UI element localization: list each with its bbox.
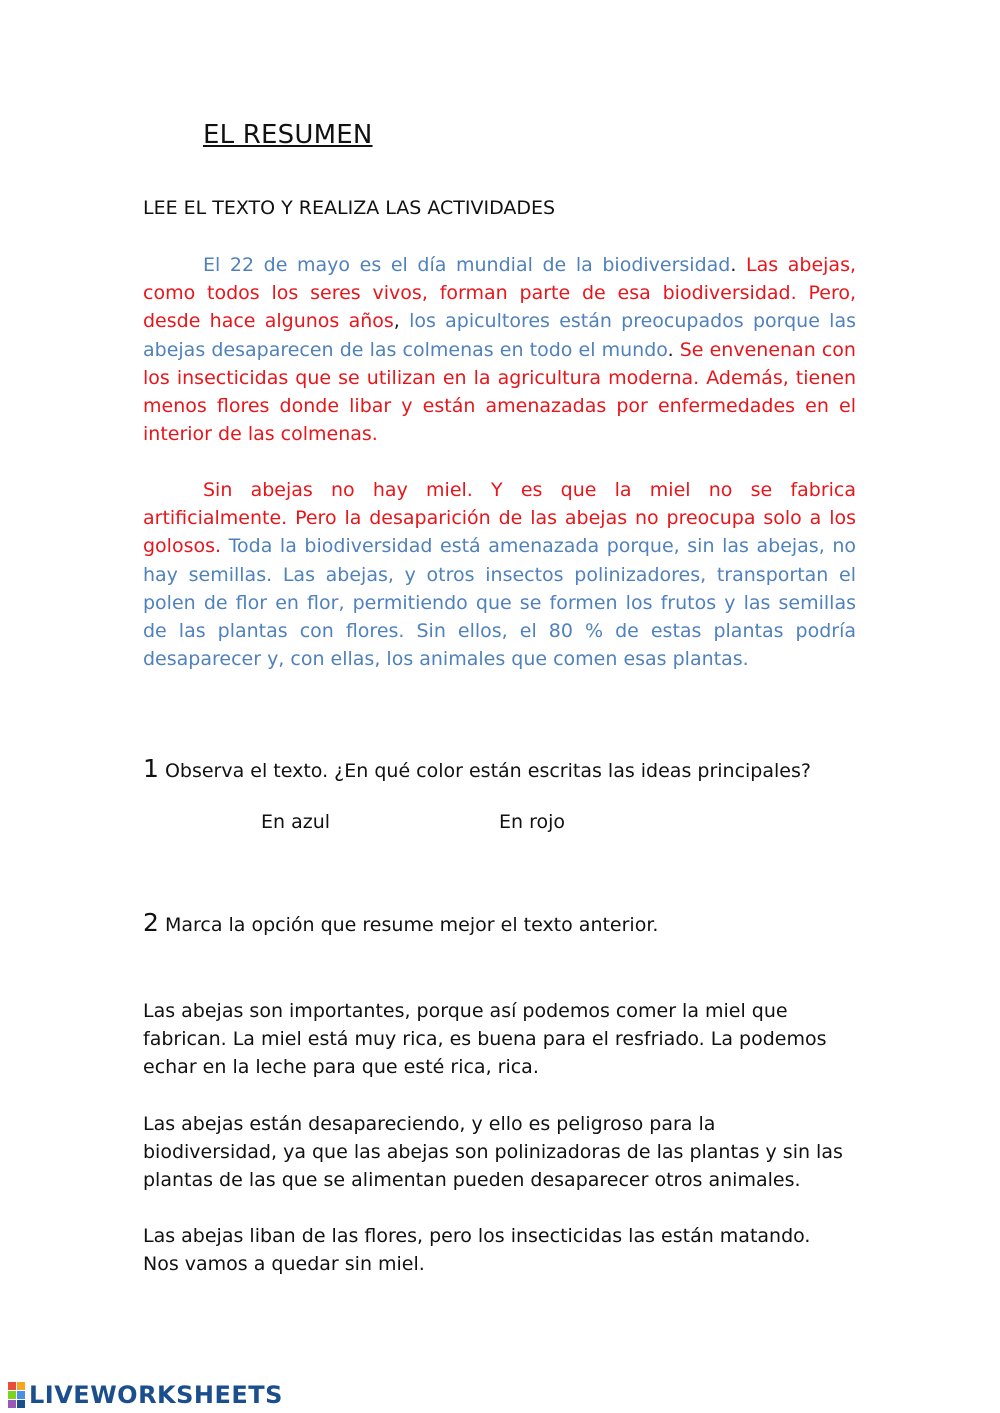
summary-choice-3[interactable]: Las abejas liban de las flores, pero los insecticidas las están matando. Nos vamos a quedar sin miel.	[143, 1225, 811, 1276]
text-run-red: Las abejas, como todos los seres vivos, forman parte de esa biodiversidad. Pero, desde hace algunos años	[143, 254, 857, 333]
logo-block	[8, 1400, 16, 1408]
text-run-black: .	[730, 254, 747, 276]
logo-block	[17, 1391, 25, 1399]
summary-choice-2[interactable]: Las abejas están desapareciendo, y ello es peligroso para la biodiversidad, ya que las abejas son polinizadoras de las plantas y sin las plantas de las que se alimentan pueden desaparecer otros animales.	[143, 1113, 843, 1192]
option-en-rojo[interactable]: En rojo	[499, 811, 566, 833]
reading-paragraph-1	[143, 251, 856, 448]
text-run-blue: Toda la biodiversidad está amenazada porque, sin las abejas, no hay semillas. Las abejas, y otros insectos polinizadores, transportan el polen de flor en flor, permitiendo que se formen los frutos y las semillas de las plantas con flores. Sin ellos, el 80 % de estas plantas podría desaparecer y, con ellas, los animales que comen esas plantas.	[143, 535, 856, 671]
question-text: Observa el texto. ¿En qué color están escritas las ideas principales?	[158, 760, 811, 782]
liveworksheets-logo	[8, 1381, 283, 1409]
question-number: 1	[143, 754, 159, 783]
option-en-azul[interactable]: En azul	[261, 811, 331, 833]
text-run-black: .	[667, 338, 680, 361]
logo-block	[17, 1382, 25, 1390]
page-title: EL RESUMEN	[203, 120, 373, 150]
text-run-red: Se envenenan con los insecticidas que se utilizan en la agricultura moderna. Además, tienen menos flores donde libar y están amenazadas por enfermedades en el interior de las colmenas.	[143, 338, 856, 446]
logo-text: LIVEWORKSHEETS	[29, 1381, 283, 1409]
logo-block	[17, 1400, 25, 1408]
logo-block	[8, 1391, 16, 1399]
question-1	[143, 754, 811, 783]
text-run-blue: El 22 de mayo es el día mundial de la biodiversidad	[203, 254, 731, 276]
logo-blocks-icon	[8, 1382, 25, 1408]
text-run-red: Sin abejas no hay miel. Y es que la miel no se fabrica artificialmente. Pero la desaparición de las abejas no preocupa solo a los golosos.	[143, 479, 856, 558]
question-2	[143, 908, 658, 937]
text-run-black: ,	[393, 310, 410, 333]
text-run-blue: los apicultores están preocupados porque las abejas desaparecen de las colmenas en todo el mundo	[143, 310, 856, 361]
summary-choice-1[interactable]: Las abejas son importantes, porque así podemos comer la miel que fabrican. La miel está muy rica, es buena para el resfriado. La podemos echar en la leche para que esté rica, rica.	[143, 1000, 827, 1079]
reading-paragraph-2	[143, 476, 856, 673]
instructions: LEE EL TEXTO Y REALIZA LAS ACTIVIDADES	[143, 197, 556, 219]
logo-block	[8, 1382, 16, 1390]
question-number: 2	[143, 908, 159, 937]
question-text: Marca la opción que resume mejor el texto anterior.	[158, 914, 659, 936]
